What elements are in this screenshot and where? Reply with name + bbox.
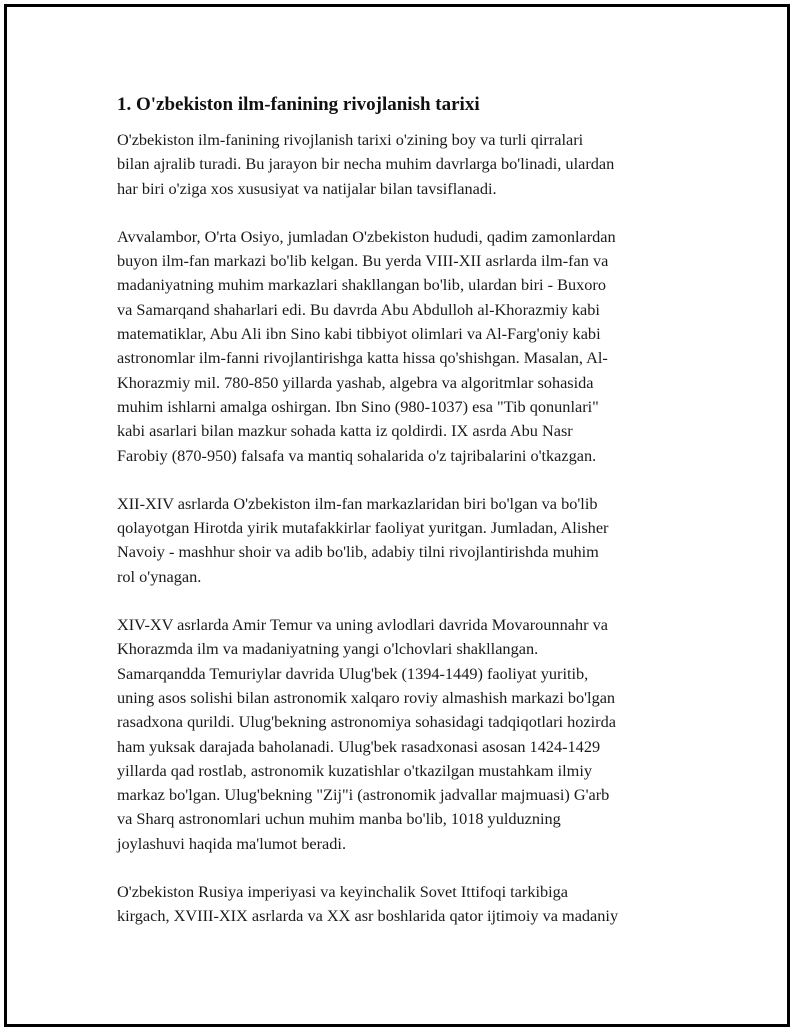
text-line: buyon ilm-fan markazi bo'lib kelgan. Bu yerda VIII-XII asrlarda ilm-fan va [117,251,609,271]
text-line: joylashuvi haqida ma'lumot beradi. [117,833,347,853]
text-line: ham yuksak darajada baholanadi. Ulug'bek rasadxonasi asosan 1424-1429 [117,736,601,756]
paragraph-intro [117,128,687,201]
text-line: matematiklar, Abu Ali ibn Sino kabi tibbiyot olimlari va Al-Farg'oniy kabi [117,324,601,344]
paragraph-hirot [117,492,687,589]
paragraph-russian-empire [117,880,687,929]
text-line: muhim ishlarni amalga oshirgan. Ibn Sino (980-1037) esa "Tib qonunlari" [117,396,599,416]
section-heading: 1. O'zbekiston ilm-fanining rivojlanish tarixi [117,94,480,115]
text-line: va Sharq astronomlari uchun muhim manba bo'lib, 1018 yulduzning [117,809,561,829]
text-line: uning asos solishi bilan astronomik xalqaro roviy almashish markazi bo'lgan [117,687,616,707]
text-line: Khorazmiy mil. 780-850 yillarda yashab, algebra va algoritmlar sohasida [117,372,594,392]
text-line: rol o'ynagan. [117,566,202,586]
text-line: har biri o'ziga xos xususiyat va natijalar bilan tavsiflanadi. [117,178,497,198]
text-line: Samarqandda Temuriylar davrida Ulug'bek (1394-1449) faoliyat yuritib, [117,663,589,683]
text-line: yillarda qad rostlab, astronomik kuzatishlar o'tkazilgan mustahkam ilmiy [117,760,592,780]
text-line: kabi asarlari bilan mazkur sohada katta iz qoldirdi. IX asrda Abu Nasr [117,421,573,441]
text-line: astronomlar ilm-fanni rivojlantirishga katta hissa qo'shishgan. Masalan, Al- [117,348,608,368]
paragraph-central-asia [117,225,687,468]
text-line: bilan ajralib turadi. Bu jarayon bir necha muhim davrlarga bo'linadi, ulardan [117,154,615,174]
text-line: rasadxona qurildi. Ulug'bekning astronomiya sohasidagi tadqiqotlari hozirda [117,712,616,732]
text-line: XII-XIV asrlarda O'zbekiston ilm-fan markazlaridan biri bo'lgan va bo'lib [117,493,598,513]
text-line: Avvalambor, O'rta Osiyo, jumladan O'zbekiston hududi, qadim zamonlardan [117,226,616,246]
paragraph-temurids [117,613,687,856]
text-line: XIV-XV asrlarda Amir Temur va uning avlodlari davrida Movarounnahr va [117,615,608,635]
text-line: O'zbekiston Rusiya imperiyasi va keyinchalik Sovet Ittifoqi tarkibiga [117,882,569,902]
text-line: markaz bo'lgan. Ulug'bekning "Zij"i (astronomik jadvallar majmuasi) G'arb [117,785,610,805]
text-line: qolayotgan Hirotda yirik mutafakkirlar faoliyat yuritgan. Jumladan, Alisher [117,518,609,538]
document-body [117,92,687,953]
text-line: Farobiy (870-950) falsafa va mantiq sohalarida o'z tajribalarini o'tkazgan. [117,445,597,465]
text-line: madaniyatning muhim markazlari shakllangan bo'lib, ulardan biri - Buxoro [117,275,606,295]
text-line: va Samarqand shaharlari edi. Bu davrda Abu Abdulloh al-Khorazmiy kabi [117,299,600,319]
text-line: Khorazmda ilm va madaniyatning yangi o'lchovlari shakllangan. [117,639,539,659]
text-line: O'zbekiston ilm-fanining rivojlanish tarixi o'zining boy va turli qirralari [117,130,584,149]
text-line: Navoiy - mashhur shoir va adib bo'lib, adabiy tilni rivojlantirishda muhim [117,542,599,562]
text-line: kirgach, XVIII-XIX asrlarda va XX asr boshlarida qator ijtimoiy va madaniy [117,906,619,926]
